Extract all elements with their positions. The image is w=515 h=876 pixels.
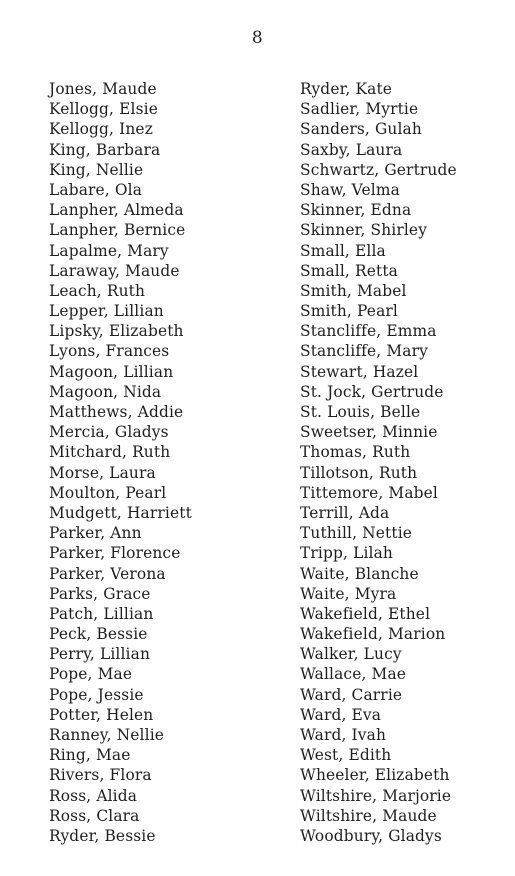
name-entry: Smith, Pearl: [300, 302, 398, 321]
name-entry: Waite, Myra: [300, 584, 397, 603]
name-entry: Tittemore, Mabel: [300, 483, 438, 502]
name-list-left: [49, 79, 269, 846]
name-entry: Ring, Mae: [49, 746, 131, 765]
name-entry: Lyons, Frances: [49, 342, 170, 361]
name-entry: Walker, Lucy: [300, 645, 402, 664]
name-entry: Small, Retta: [300, 261, 398, 280]
name-entry: King, Nellie: [49, 160, 144, 179]
name-entry: Potter, Helen: [49, 705, 154, 724]
name-entry: Thomas, Ruth: [300, 443, 411, 462]
name-entry: Waite, Blanche: [300, 564, 419, 583]
name-entry: Wakefield, Marion: [300, 625, 446, 644]
name-entry: Magoon, Nida: [49, 382, 162, 401]
name-entry: Schwartz, Gertrude: [300, 160, 457, 179]
name-entry: Jones, Maude: [49, 80, 157, 98]
name-entry: Ryder, Kate: [300, 80, 393, 98]
name-entry: St. Louis, Belle: [300, 403, 421, 421]
name-entry: St. Jock, Gertrude: [300, 382, 444, 401]
name-entry: Sweetser, Minnie: [300, 423, 438, 442]
name-entry: West, Edith: [300, 746, 392, 765]
name-entry: Ryder, Bessie: [49, 826, 156, 845]
page-number: 8: [251, 28, 264, 48]
name-entry: Stewart, Hazel: [300, 362, 419, 381]
name-entry: Parker, Florence: [49, 544, 181, 563]
name-entry: Leach, Ruth: [49, 281, 146, 300]
name-entry: Saxby, Laura: [300, 140, 403, 159]
name-entry: Wheeler, Elizabeth: [300, 766, 450, 785]
name-entry: Labare, Ola: [49, 180, 143, 199]
name-entry: Small, Ella: [300, 241, 386, 260]
name-entry: Lapalme, Mary: [49, 241, 169, 260]
name-entry: Ross, Alida: [49, 786, 138, 805]
name-entry: Parker, Ann: [49, 524, 142, 543]
name-entry: Laraway, Maude: [49, 261, 180, 280]
name-entry: Moulton, Pearl: [49, 483, 167, 502]
name-entry: Lepper, Lillian: [49, 302, 164, 321]
name-entry: Mercia, Gladys: [49, 423, 169, 442]
name-entry: Matthews, Addie: [49, 403, 184, 421]
name-entry: Ross, Clara: [49, 806, 140, 825]
name-entry: Peck, Bessie: [49, 625, 148, 644]
name-entry: Tripp, Lilah: [300, 544, 393, 563]
name-entry: Ward, Ivah: [300, 726, 387, 744]
name-entry: Smith, Mabel: [300, 281, 407, 300]
name-entry: King, Barbara: [49, 140, 161, 159]
name-entry: Stancliffe, Emma: [300, 322, 437, 341]
name-entry: Patch, Lillian: [49, 604, 154, 623]
name-entry: Morse, Laura: [49, 463, 156, 482]
name-entry: Tillotson, Ruth: [300, 463, 418, 482]
name-entry: Ward, Carrie: [300, 685, 403, 704]
name-entry: Woodbury, Gladys: [300, 826, 442, 845]
name-entry: Mudgett, Harriett: [49, 503, 192, 522]
name-entry: Terrill, Ada: [300, 503, 390, 522]
name-entry: Wallace, Mae: [300, 665, 407, 684]
name-entry: Lanpher, Almeda: [49, 201, 184, 220]
name-entry: Mitchard, Ruth: [49, 443, 171, 462]
name-entry: Rivers, Flora: [49, 766, 152, 785]
name-entry: Kellogg, Inez: [49, 120, 153, 139]
name-entry: Magoon, Lillian: [49, 362, 174, 381]
name-entry: Wiltshire, Maude: [300, 806, 437, 825]
name-entry: Pope, Jessie: [49, 685, 144, 704]
name-entry: Parks, Grace: [49, 584, 151, 603]
name-entry: Shaw, Velma: [300, 180, 400, 199]
name-entry: Pope, Mae: [49, 665, 133, 684]
name-list-right: [300, 79, 505, 846]
name-entry: Skinner, Edna: [300, 201, 412, 220]
name-entry: Tuthill, Nettie: [300, 524, 413, 543]
name-entry: Kellogg, Elsie: [49, 100, 158, 119]
name-entry: Parker, Verona: [49, 564, 166, 583]
name-entry: Wakefield, Ethel: [300, 604, 431, 623]
name-entry: Ward, Eva: [300, 705, 382, 724]
name-entry: Lipsky, Elizabeth: [49, 322, 184, 341]
name-entry: Stancliffe, Mary: [300, 342, 428, 361]
name-entry: Wiltshire, Marjorie: [300, 786, 452, 805]
name-entry: Sadlier, Myrtie: [300, 100, 419, 119]
name-entry: Perry, Lillian: [49, 645, 151, 664]
name-entry: Ranney, Nellie: [49, 726, 165, 744]
name-entry: Lanpher, Bernice: [49, 221, 186, 240]
name-entry: Sanders, Gulah: [300, 120, 422, 139]
name-entry: Skinner, Shirley: [300, 221, 428, 240]
